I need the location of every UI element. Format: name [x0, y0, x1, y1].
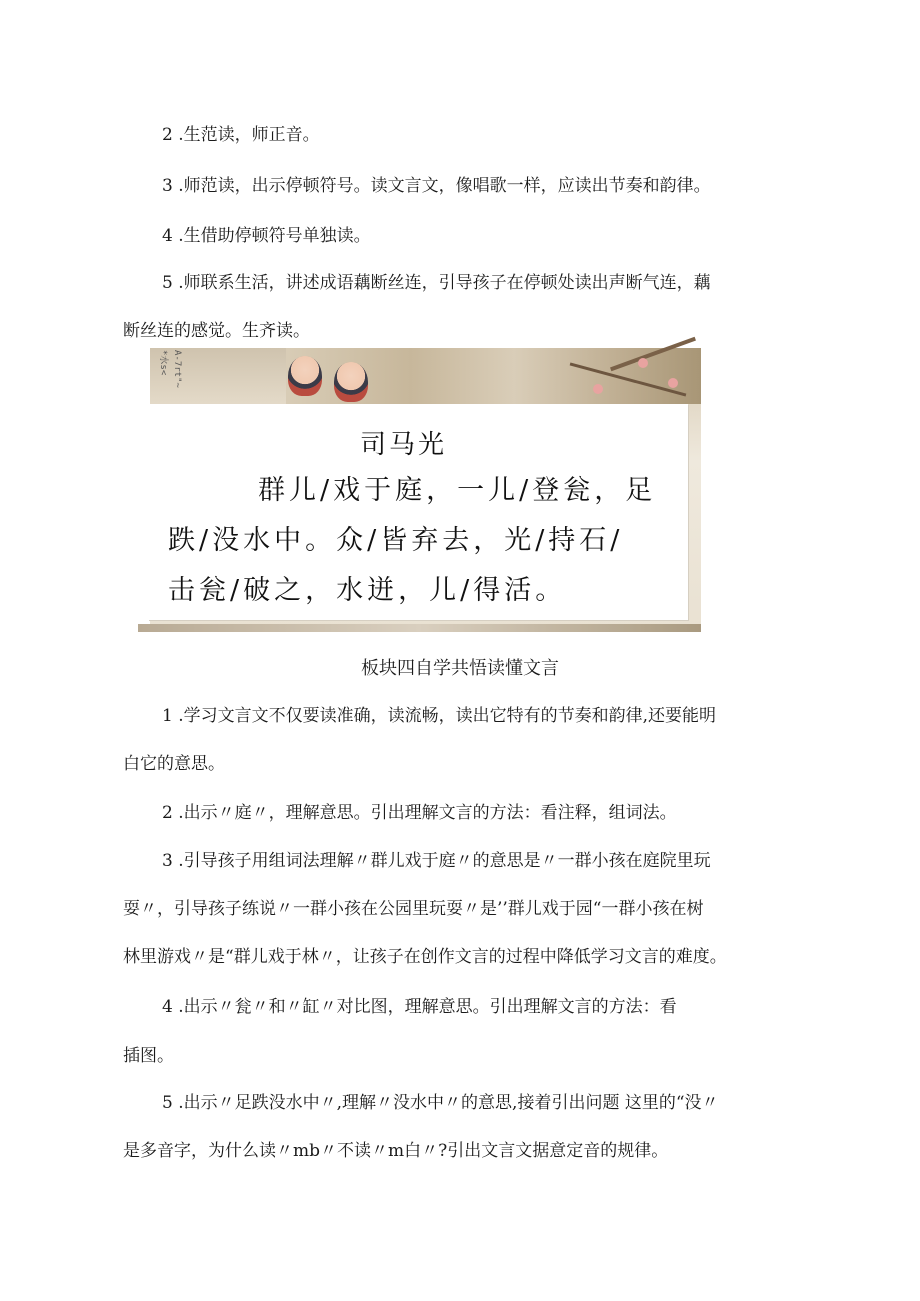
item-text: .引导孩子用组词法理解〃群儿戏于庭〃的意思是〃一群小孩在庭院里玩: [172, 851, 711, 871]
poem-title: 司马光: [360, 430, 448, 460]
step-3: [162, 175, 711, 197]
item-text: .出示〃瓮〃和〃缸〃对比图，理解意思。引出理解文言的方法：看: [172, 997, 677, 1017]
step-text: .生范读，师正音。: [172, 125, 320, 145]
poem-line-2: 跌/没水中。众/皆弃去，光/持石/: [168, 525, 624, 556]
step-number: 3: [162, 176, 173, 196]
blossom: [638, 358, 648, 368]
step-text: .师联系生活，讲述成语藕断丝连，引导孩子在停顿处读出声断气连，藕: [172, 273, 711, 293]
side-label: A-7rt"~: [172, 350, 182, 388]
step-5: [162, 272, 711, 294]
section-title: 板块四自学共悟读懂文言: [361, 658, 559, 679]
step-text: .师范读，出示停顿符号。读文言文，像唱歌一样，应读出节奏和韵律。: [172, 176, 711, 196]
item-3-continued: 林里游戏〃是“群儿戏于林〃，让孩子在创作文言的过程中降低学习文言的难度。: [123, 947, 727, 967]
step-number: 5: [162, 273, 173, 293]
item-number: 4: [162, 997, 173, 1017]
item-2: [162, 802, 677, 824]
step-4: [162, 225, 371, 247]
item-5: [162, 1092, 719, 1114]
item-4-continued: 插图。: [123, 1046, 174, 1066]
poem-illustration: [138, 348, 701, 632]
item-text: .学习文言文不仅要读准确，读流畅，读出它特有的节奏和韵律,还要能明: [172, 706, 717, 726]
item-4: [162, 996, 677, 1018]
item-number: 5: [162, 1093, 173, 1113]
frame-strip: [138, 624, 701, 632]
item-3-continued: 耍〃，引导孩子练说〃一群小孩在公园里玩耍〃是’’群儿戏于园“一群小孩在树: [123, 899, 704, 919]
item-3: [162, 850, 711, 872]
step-text: .生借助停顿符号单独读。: [172, 226, 371, 246]
child-figure: [288, 356, 322, 396]
item-number: 3: [162, 851, 173, 871]
side-label: *水s<: [158, 350, 168, 376]
item-number: 1: [162, 706, 173, 726]
child-figure: [334, 362, 368, 402]
step-2: [162, 124, 320, 146]
item-number: 2: [162, 803, 173, 823]
step-number: 2: [162, 125, 173, 145]
item-1-continued: 白它的意思。: [123, 754, 225, 774]
step-number: 4: [162, 226, 173, 246]
item-1: [162, 705, 716, 727]
item-text: .出示〃庭〃，理解意思。引出理解文言的方法：看注释，组词法。: [172, 803, 677, 823]
item-text: .出示〃足跌没水中〃,理解〃没水中〃的意思,接着引出问题 这里的“没〃: [172, 1093, 719, 1113]
poem-line-1: 群儿/戏于庭，一儿/登瓮，足: [258, 475, 657, 506]
blossom: [668, 378, 678, 388]
blossom: [593, 384, 603, 394]
step-5-continued: 断丝连的感觉。生齐读。: [123, 321, 310, 341]
item-5-continued: 是多音字，为什么读〃mb〃不读〃m白〃?引出文言文据意定音的规律。: [123, 1141, 669, 1161]
poem-line-3: 击瓮/破之，水迸，儿/得活。: [168, 575, 567, 606]
